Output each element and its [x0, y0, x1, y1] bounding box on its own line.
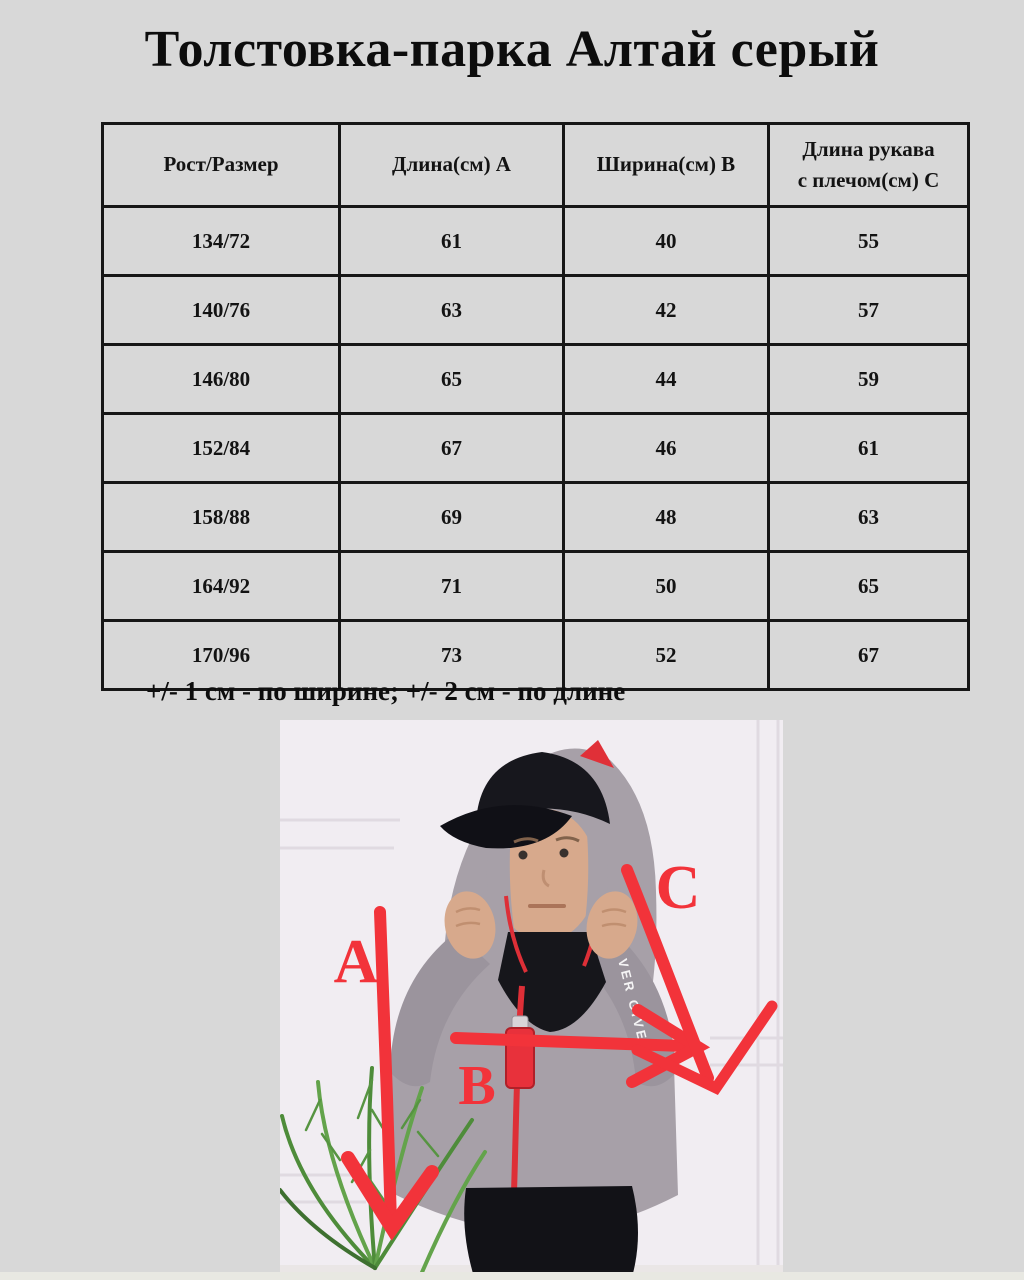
table-cell: 52 [564, 621, 769, 690]
table-cell: 65 [340, 345, 564, 414]
table-cell: 63 [340, 276, 564, 345]
table-cell: 69 [340, 483, 564, 552]
table-row [103, 483, 969, 552]
table-cell: 73 [340, 621, 564, 690]
table-cell: 170/96 [103, 621, 340, 690]
table-cell: 61 [340, 207, 564, 276]
header-length: Длина(см) A [340, 124, 564, 207]
header-sleeve: Длина рукава с плечом(см) C [769, 124, 969, 207]
table-cell: 164/92 [103, 552, 340, 621]
table-cell: 57 [769, 276, 969, 345]
table-cell: 158/88 [103, 483, 340, 552]
table-cell: 42 [564, 276, 769, 345]
table-cell: 65 [769, 552, 969, 621]
table-cell: 67 [769, 621, 969, 690]
tolerance-note: +/- 1 см - по ширине; +/- 2 см - по длине [146, 676, 626, 706]
table-cell: 152/84 [103, 414, 340, 483]
table-row [103, 207, 969, 276]
header-height-size: Рост/Размер [103, 124, 340, 207]
table-cell: 50 [564, 552, 769, 621]
bottom-edge-strip [0, 1272, 1024, 1280]
product-photo [280, 720, 783, 1277]
table-cell: 59 [769, 345, 969, 414]
table-cell: 48 [564, 483, 769, 552]
table-cell: 63 [769, 483, 969, 552]
measurement-label-b: B [458, 1055, 496, 1117]
table-row [103, 276, 969, 345]
table-cell: 55 [769, 207, 969, 276]
size-table-header-row [103, 124, 969, 207]
header-width: Ширина(см) B [564, 124, 769, 207]
table-row [103, 345, 969, 414]
table-cell: 67 [340, 414, 564, 483]
page-title: Толстовка-парка Алтай серый [144, 21, 880, 78]
table-cell: 46 [564, 414, 769, 483]
measurement-label-a: A [333, 928, 379, 996]
table-row [103, 552, 969, 621]
table-cell: 134/72 [103, 207, 340, 276]
table-cell: 44 [564, 345, 769, 414]
table-cell: 40 [564, 207, 769, 276]
table-cell: 140/76 [103, 276, 340, 345]
sleeve-text: VER GIVE [615, 957, 651, 1044]
measurement-label-c: C [655, 854, 701, 922]
table-cell: 71 [340, 552, 564, 621]
table-cell: 146/80 [103, 345, 340, 414]
table-row [103, 414, 969, 483]
pants-illustration [464, 1186, 638, 1277]
table-cell: 61 [769, 414, 969, 483]
size-table [101, 122, 970, 691]
